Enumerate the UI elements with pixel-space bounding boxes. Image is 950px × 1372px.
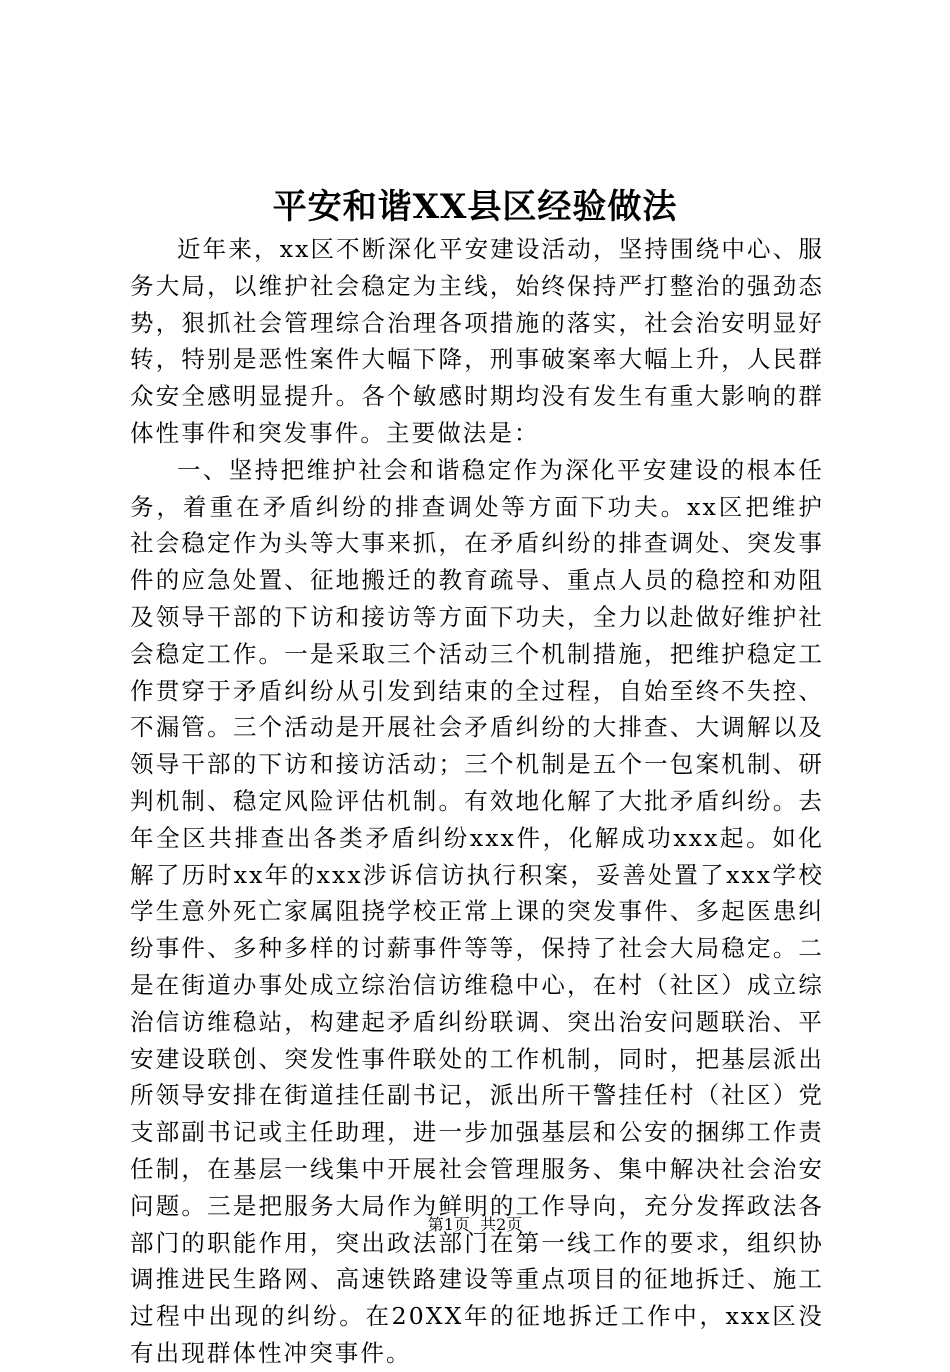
document-title: 平安和谐XX县区经验做法 xyxy=(272,187,678,227)
paragraph-intro: 近年来，xx区不断深化平安建设活动，坚持围绕中心、服务大局，以维护社会稳定为主线，始终保持严打整治的强劲态势，狠抓社会管理综合治理各项措施的落实，社会治安明显好转，特别是恶性案件大幅下降，刑事破案率大幅上升，人民群众安全感明显提升。各个敏感时期均没有发生有重大影响的群体性事件和突发事件。主要做法是： xyxy=(130,235,824,447)
document-body xyxy=(130,231,824,1372)
page-total: 共2页 xyxy=(480,1215,523,1234)
page-number: 第1页 xyxy=(427,1215,470,1234)
paragraph-section-one: 一、坚持把维护社会和谐稳定作为深化平安建设的根本任务，着重在矛盾纠纷的排查调处等方面下功夫。xx区把维护社会稳定作为头等大事来抓，在矛盾纠纷的排查调处、突发事件的应急处置、征地搬迁的教育疏导、重点人员的稳控和劝阻及领导干部的下访和接访等方面下功夫，全力以赴做好维护社会稳定工作。一是采取三个活动三个机制措施，把维护稳定工作贯穿于矛盾纠纷从引发到结束的全过程，自始至终不失控、不漏管。三个活动是开展社会矛盾纠纷的大排查、大调解以及领导干部的下访和接访活动；三个机制是五个一包案机制、研判机制、稳定风险评估机制。有效地化解了大批矛盾纠纷。去年全区共排查出各类矛盾纠纷xxx件，化解成功xxx起。如化解了历时xx年的xxx涉诉信访执行积案，妥善处置了xxx学校学生意外死亡家属阻挠学校正常上课的突发事件、多起医患纠纷事件、多种多样的讨薪事件等等，保持了社会大局稳定。二是在街道办事处成立综治信访维稳中心，在村（社区）成立综治信访维稳站，构建起矛盾纠纷联调、突出治安问题联治、平安建设联创、突发性事件联处的工作机制，同时，把基层派出所领导安排在街道挂任副书记，派出所干警挂任村（社区）党支部副书记或主任助理，进一步加强基层和公安的捆绑工作责任制，在基层一线集中开展社会管理服务、集中解决社会治安问题。三是把服务大局作为鲜明的工作导向，充分发挥政法各部门的职能作用，突出政法部门在第一线工作的要求，组织协调推进民生路网、高速铁路建设等重点项目的征地拆迁、施工过程中出现的纠纷。在20XX年的征地拆迁工作中，xxx区没有出现群体性冲突事件。 xyxy=(130,455,824,1367)
page-footer xyxy=(0,1215,950,1235)
